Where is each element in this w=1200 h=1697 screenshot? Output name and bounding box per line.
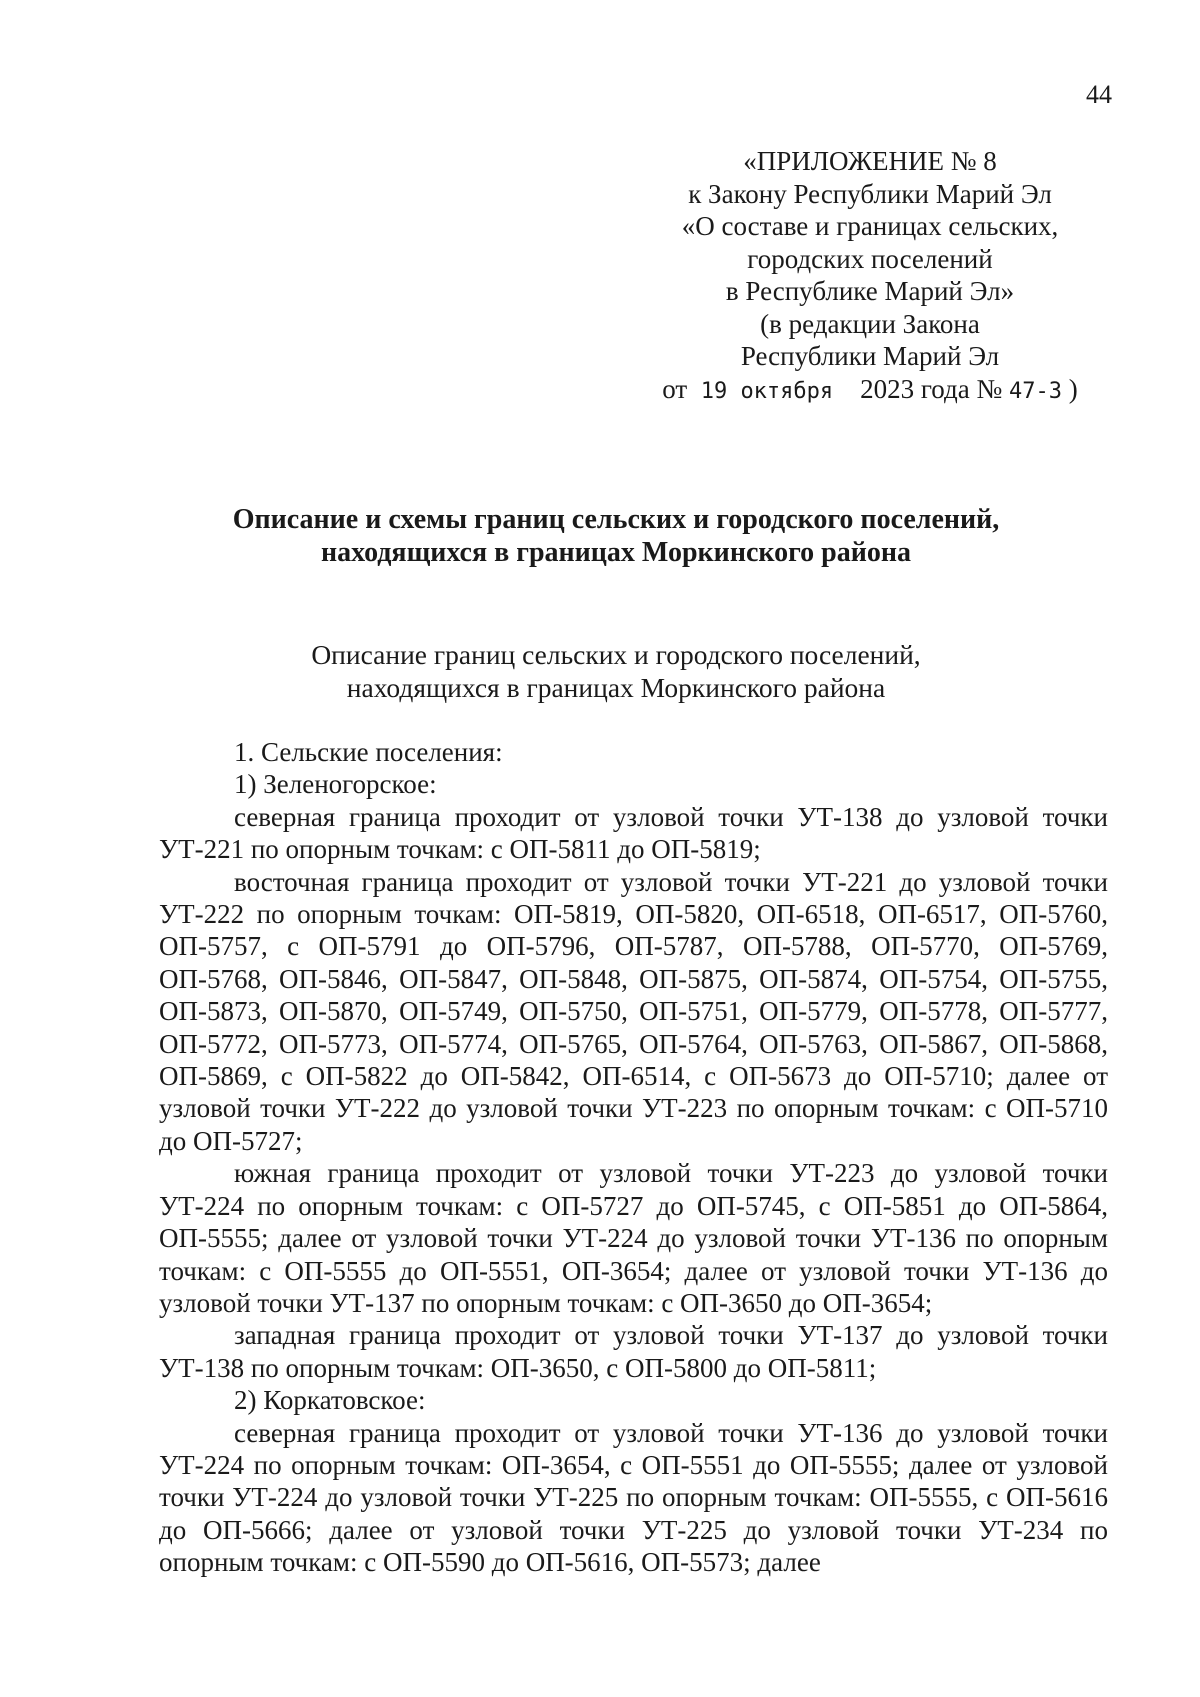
section-title-line: находящихся в границах Моркинского района xyxy=(346,672,886,703)
boundary-paragraph: западная граница проходит от узловой точки УТ-137 до узловой точки УТ-138 по опорным точкам: ОП-3650, с ОП-5800 до ОП-5811; xyxy=(159,1320,1108,1383)
appendix-close: ) xyxy=(1068,373,1078,404)
appendix-date-line xyxy=(640,373,1100,409)
appendix-date: 19 октября xyxy=(700,378,834,404)
boundary-paragraph: восточная граница проходит от узловой точки УТ-221 до узловой точки УТ-222 по опорным точкам: ОП-5819, ОП-5820, ОП-6518, ОП-6517, ОП-5760, ОП-5757, с ОП-5791 до ОП-5796, ОП-5787, ОП-5788, ОП-5770, ОП-5769, ОП-5768, ОП-5846, ОП-5847, ОП-5848, ОП-5875, ОП-5874, ОП-5754, ОП-5755, ОП-5873, ОП-5870, ОП-5749, ОП-5750, ОП-5751, ОП-5779, ОП-5778, ОП-5777, ОП-5772, ОП-5773, ОП-5774, ОП-5765, ОП-5764, ОП-5763, ОП-5867, ОП-5868, ОП-5869, с ОП-5822 до ОП-5842, ОП-6514, с ОП-5673 до ОП-5710; далее от узловой точки УТ-222 до узловой точки УТ-223 по опорным точкам: с ОП-5710 до ОП-5727; xyxy=(159,866,1108,1156)
document-body xyxy=(159,736,1108,1579)
appendix-line: «ПРИЛОЖЕНИЕ № 8 xyxy=(743,146,997,176)
section-title xyxy=(150,638,1082,704)
settlement-heading: 1) Зеленогорское: xyxy=(234,769,437,800)
boundary-paragraph: южная граница проходит от узловой точки УТ-223 до узловой точки УТ-224 по опорным точкам: с ОП-5727 до ОП-5745, с ОП-5851 до ОП-5864, ОП-5555; далее от узловой точки УТ-224 до узловой точки УТ-136 по опорным точкам: с ОП-5555 до ОП-5551, ОП-3654; далее от узловой точки УТ-136 до узловой точки УТ-137 по опорным точкам: с ОП-3650 до ОП-3654; xyxy=(159,1158,1108,1318)
list-heading: 1. Сельские поселения: xyxy=(234,737,503,767)
settlement-heading: 2) Коркатовское: xyxy=(234,1385,426,1416)
boundary-paragraph: северная граница проходит от узловой точки УТ-136 до узловой точки УТ-224 по опорным точкам: ОП-3654, с ОП-5551 до ОП-5555; далее от узловой точки УТ-224 до узловой точки УТ-225 по опорным точкам: ОП-5555, с ОП-5616 до ОП-5666; далее от узловой точки УТ-225 до узловой точки УТ-234 по опорным точкам: с ОП-5590 до ОП-5616, ОП-5573; далее xyxy=(159,1417,1108,1578)
appendix-line: к Закону Республики Марий Эл xyxy=(688,178,1052,209)
appendix-header xyxy=(640,145,1100,408)
appendix-line: городских поселений xyxy=(747,243,993,274)
boundary-paragraph: северная граница проходит от узловой точки УТ-138 до узловой точки УТ-221 по опорным точкам: с ОП-5811 до ОП-5819; xyxy=(159,801,1108,865)
page-number: 44 xyxy=(1086,80,1112,109)
section-title-line: Описание границ сельских и городского поселений, xyxy=(311,639,921,670)
document-title-line: Описание и схемы границ сельских и городского поселений, xyxy=(232,504,1000,535)
document-title xyxy=(150,503,1082,569)
appendix-year: 2023 года № xyxy=(860,373,1003,404)
appendix-line: в Республике Марий Эл» xyxy=(725,276,1015,306)
appendix-line: (в редакции Закона xyxy=(760,308,980,339)
document-title-line: находящихся в границах Моркинского района xyxy=(321,537,911,568)
appendix-law-number: 47-З xyxy=(1009,378,1062,404)
appendix-line: Республики Марий Эл xyxy=(740,341,1000,371)
appendix-from: от xyxy=(662,373,688,404)
appendix-line: «О составе и границах сельских, xyxy=(681,211,1059,241)
